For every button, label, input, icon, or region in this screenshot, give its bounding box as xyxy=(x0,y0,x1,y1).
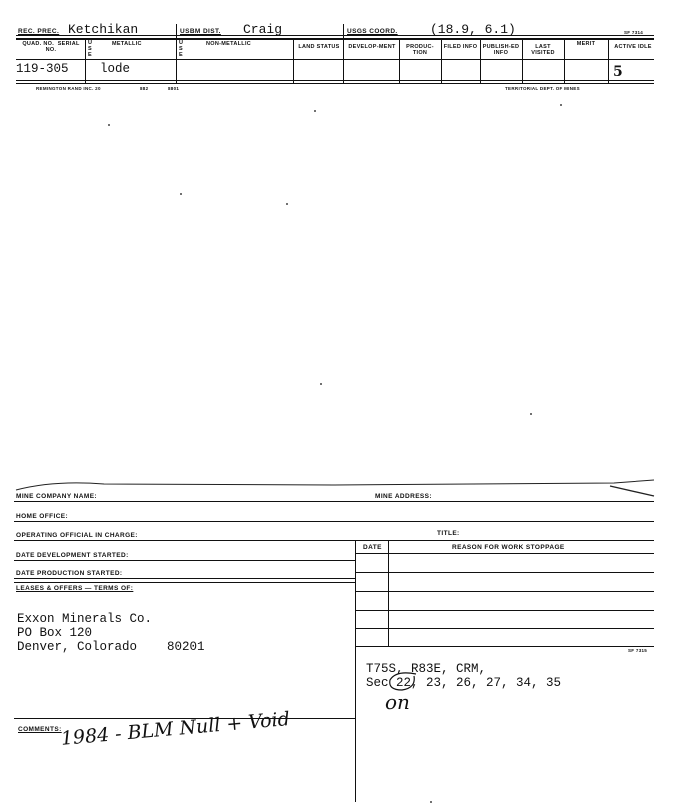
home-office-label: HOME OFFICE: xyxy=(16,513,69,520)
date-development-started-label: DATE DEVELOPMENT STARTED: xyxy=(16,552,129,559)
usbm-dist-value: Craig xyxy=(243,22,283,37)
rec-prec-label: REC. PREC. xyxy=(18,28,60,35)
title-label: TITLE: xyxy=(437,530,460,537)
scan-speck xyxy=(314,110,316,112)
metallic-value: lode xyxy=(100,62,131,76)
department-imprint: TERRITORIAL DEPT. OF MINES xyxy=(505,86,580,91)
quad-serial-value: 119-305 xyxy=(16,62,69,76)
col-last-visited: LAST VISITED xyxy=(531,44,555,56)
printer-code-a: 882 xyxy=(140,86,149,91)
owner-line-3: Denver, Colorado 80201 xyxy=(17,640,205,654)
form-number: SF 7314 xyxy=(624,30,644,35)
location-hand-mark: on xyxy=(385,690,410,714)
col-non-metallic: NON-METALLIC xyxy=(206,41,252,47)
scan-speck xyxy=(180,193,182,195)
reason-column-header: REASON FOR WORK STOPPAGE xyxy=(452,544,565,551)
location-line-2: Sec 22, 23, 26, 27, 34, 35 xyxy=(366,676,562,690)
col-serial-no: SERIAL NO. xyxy=(45,41,80,53)
scan-speck xyxy=(320,383,322,385)
operating-official-label: OPERATING OFFICIAL IN CHARGE: xyxy=(16,532,138,539)
col-use-b: U S E xyxy=(179,40,183,58)
col-filed-info: FILED INFO xyxy=(443,44,478,50)
col-land-status: LAND STATUS xyxy=(298,44,340,50)
printer-code-b: 8801 xyxy=(168,86,180,91)
comments-handwritten: 1984 - BLM Null + Void xyxy=(60,707,291,750)
col-merit: MERIT xyxy=(576,41,596,47)
col-published-info: PUBLISH-ED INFO xyxy=(482,44,520,56)
mine-address-label: MINE ADDRESS: xyxy=(375,493,432,500)
scan-speck xyxy=(286,203,288,205)
location-line-1: T75S, R83E, CRM, xyxy=(366,662,487,676)
scan-speck xyxy=(560,104,562,106)
date-column-header: DATE xyxy=(363,544,382,551)
active-idle-mark: 5 xyxy=(613,64,623,80)
printer-imprint: REMINGTON RAND INC. 20 xyxy=(36,86,101,91)
form-top-edge xyxy=(14,474,658,500)
col-quad-no: QUAD. NO. xyxy=(22,41,55,47)
date-production-started-label: DATE PRODUCTION STARTED: xyxy=(16,570,123,577)
col-development: DEVELOP-MENT xyxy=(348,44,396,50)
owner-line-2: PO Box 120 xyxy=(17,626,93,640)
scan-speck xyxy=(108,124,110,126)
col-quad-serial xyxy=(20,41,82,53)
col-production: PRODUC-TION xyxy=(406,44,434,56)
leases-offers-label: LEASES & OFFERS — TERMS OF: xyxy=(16,585,134,592)
comments-label: COMMENTS: xyxy=(18,726,62,733)
owner-line-1: Exxon Minerals Co. xyxy=(17,612,153,626)
usbm-dist-label: USBM DIST. xyxy=(180,28,221,35)
col-active-idle: ACTIVE IDLE xyxy=(614,44,652,50)
scan-speck xyxy=(430,801,432,803)
usgs-coord-value: (18.9, 6.1) xyxy=(430,22,516,37)
col-use-a: U S E xyxy=(88,40,92,58)
rec-prec-value: Ketchikan xyxy=(68,22,139,37)
mine-company-name-label: MINE COMPANY NAME: xyxy=(16,493,97,500)
form-number-2: SF 7315 xyxy=(628,648,648,653)
usgs-coord-label: USGS COORD. xyxy=(347,28,398,35)
scan-speck xyxy=(530,413,532,415)
col-metallic: METALLIC xyxy=(112,41,142,47)
